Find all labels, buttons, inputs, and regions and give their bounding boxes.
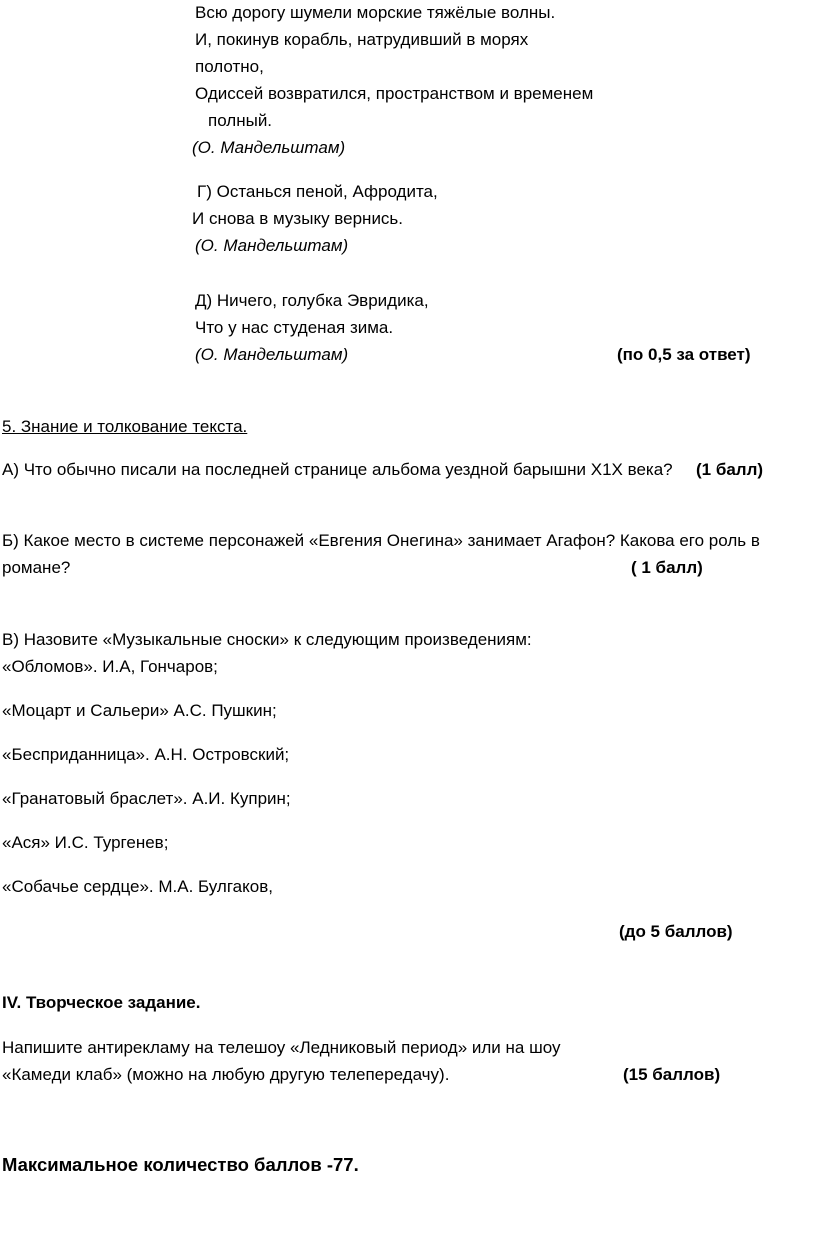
poem-d-line-2: И снова в музыку вернись. [192, 209, 404, 228]
question-c: В) Назовите «Музыкальные сноски» к следующим произведениям: [2, 630, 532, 649]
poem-e-score: (по 0,5 за ответ) [617, 345, 751, 364]
work-item: «Обломов». И.А, Гончаров; [2, 657, 218, 676]
poem-d-line-1: Г) Останься пеной, Афродита, [197, 182, 438, 201]
work-item: «Собачье сердце». М.А. Булгаков, [2, 877, 273, 896]
question-b-line-1: Б) Какое место в системе персонажей «Евгения Онегина» занимает Агафон? Какова его роль в [2, 531, 760, 550]
work-item: «Гранатовый браслет». А.И. Куприн; [2, 789, 291, 808]
work-item: «Бесприданница». А.Н. Островский; [2, 745, 290, 764]
question-a: А) Что обычно писали на последней странице альбома уездной барышни Х1Х века? [2, 460, 673, 479]
question-a-score: (1 балл) [696, 460, 764, 479]
poem-e-line-2: Что у нас студеная зима. [195, 318, 394, 337]
creative-task-line-2: «Камеди клаб» (можно на любую другую телепередачу). [2, 1065, 450, 1084]
work-item: «Ася» И.С. Тургенев; [2, 833, 169, 852]
poem-c-line-2: И, покинув корабль, натрудивший в морях [195, 30, 529, 49]
max-score: Максимальное количество баллов -77. [2, 1154, 359, 1175]
poem-d-author: (О. Мандельштам) [195, 236, 349, 255]
poem-e-line-1: Д) Ничего, голубка Эвридика, [195, 291, 429, 310]
question-b-line-2: романе? [2, 558, 71, 577]
creative-task-score: (15 баллов) [623, 1065, 721, 1084]
question-c-score: (до 5 баллов) [619, 922, 733, 941]
poem-c-line-3: полотно, [195, 57, 264, 76]
poem-c-line-5: полный. [208, 111, 273, 130]
question-b-score: ( 1 балл) [631, 558, 703, 577]
section-4-heading: IV. Творческое задание. [2, 993, 201, 1012]
poem-e-author: (О. Мандельштам) [195, 345, 349, 364]
creative-task-line-1: Напишите антирекламу на телешоу «Ледниковый период» или на шоу [2, 1038, 561, 1057]
poem-c-line-1: Всю дорогу шумели морские тяжёлые волны. [195, 3, 556, 22]
section-5-heading: 5. Знание и толкование текста. [2, 417, 248, 436]
poem-c-line-4: Одиссей возвратился, пространством и временем [195, 84, 594, 103]
poem-c-author: (О. Мандельштам) [192, 138, 346, 157]
work-item: «Моцарт и Сальери» А.С. Пушкин; [2, 701, 277, 720]
